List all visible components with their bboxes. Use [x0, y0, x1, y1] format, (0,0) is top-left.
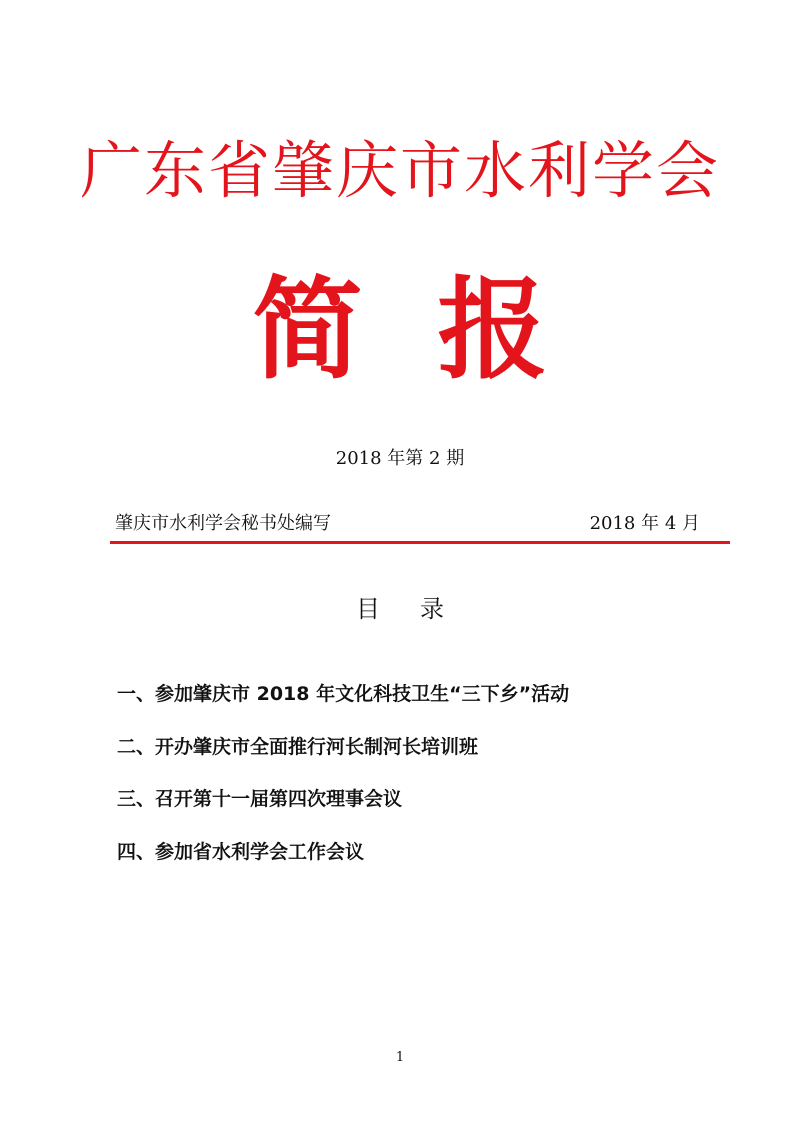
document-title-char-1: 简 [252, 266, 363, 394]
page-number: 1 [395, 1050, 405, 1065]
editor-line [115, 515, 700, 533]
toc-item-1[interactable]: 一、参加肇庆市 2018 年文化科技卫生“三下乡”活动 [117, 683, 570, 705]
document-title-char-2: 报 [437, 266, 548, 394]
toc-item-3[interactable]: 三、召开第十一届第四次理事会议 [117, 788, 403, 810]
editor-name: 肇庆市水利学会秘书处编写 [115, 513, 331, 534]
toc-title: 目录 [356, 595, 484, 623]
organization-name: 广东省肇庆市水利学会 [79, 134, 720, 207]
toc-item-2[interactable]: 二、开办肇庆市全面推行河长制河长培训班 [117, 735, 479, 758]
table-of-contents [117, 683, 569, 893]
document-title [0, 266, 800, 394]
issue-number: 2018 年第 2 期 [335, 448, 465, 469]
toc-item-4[interactable]: 四、参加省水利学会工作会议 [117, 840, 365, 863]
red-divider [110, 541, 730, 544]
publish-date: 2018 年 4 月 [589, 513, 700, 534]
